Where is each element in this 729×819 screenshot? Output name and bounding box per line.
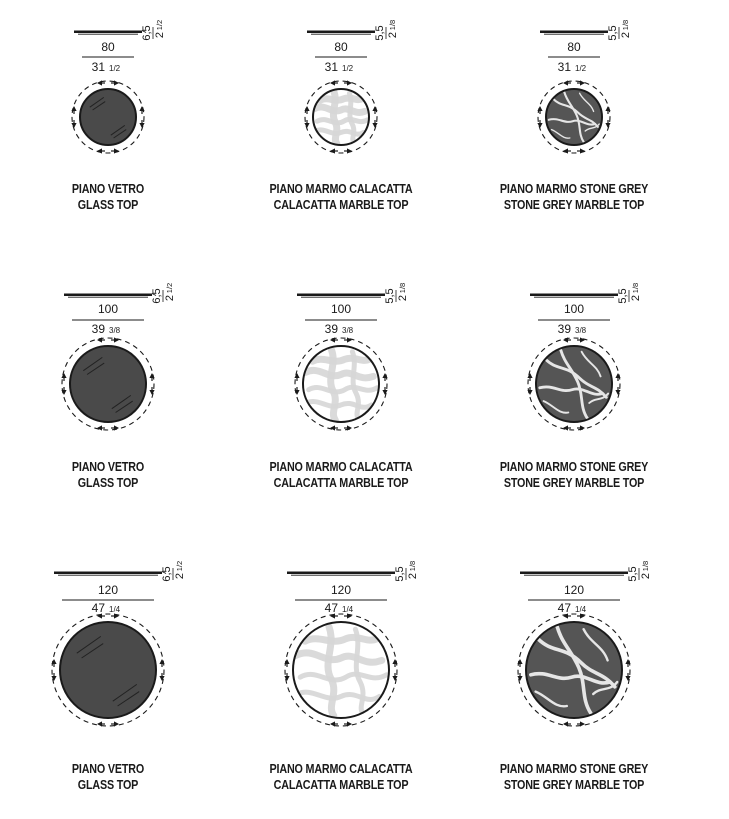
label-italian: PIANO MARMO STONE GREY <box>499 182 649 196</box>
thickness-in: 2 <box>630 294 642 302</box>
thickness-cm: 6,5 <box>151 288 163 304</box>
stonegrey-top-disc <box>526 622 622 718</box>
thickness-cm: 5,5 <box>617 288 629 304</box>
thickness-in: 2 <box>407 572 419 580</box>
diameter-in: 47 <box>91 601 105 615</box>
diameter-in: 47 <box>324 601 338 615</box>
diameter-in-frac: 1/2 <box>575 64 587 73</box>
diameter-cm: 120 <box>330 583 352 597</box>
thickness-in-frac: 1/2 <box>155 19 164 31</box>
thickness-in-frac: 1/8 <box>631 282 640 294</box>
thickness-in: 2 <box>174 572 186 580</box>
diameter-in: 39 <box>324 322 338 336</box>
thickness-cm: 6,5 <box>141 25 153 41</box>
label-english: GLASS TOP <box>77 476 139 490</box>
thickness-in: 2 <box>620 31 632 39</box>
diameter-in: 31 <box>91 60 105 74</box>
table-profile-icon <box>520 572 628 576</box>
diameter-in-frac: 3/8 <box>575 326 587 335</box>
diameter-in-frac: 3/8 <box>109 326 121 335</box>
thickness-in-frac: 1/8 <box>641 560 650 572</box>
label-english: STONE GREY MARBLE TOP <box>503 778 645 792</box>
diameter-cm: 100 <box>563 302 585 316</box>
thickness-cm: 5,5 <box>374 25 386 41</box>
diameter-in-frac: 1/2 <box>109 64 121 73</box>
diameter-in: 39 <box>91 322 105 336</box>
label-italian: PIANO MARMO STONE GREY <box>499 460 649 474</box>
diameter-cm: 80 <box>567 40 581 54</box>
label-english: CALACATTA MARBLE TOP <box>273 778 409 792</box>
thickness-in: 2 <box>640 572 652 580</box>
label-english: CALACATTA MARBLE TOP <box>273 476 409 490</box>
thickness-in-frac: 1/2 <box>175 560 184 572</box>
thickness-in: 2 <box>387 31 399 39</box>
label-italian: PIANO VETRO <box>71 762 145 776</box>
diameter-in-frac: 1/4 <box>109 605 121 614</box>
label-english: STONE GREY MARBLE TOP <box>503 198 645 212</box>
diameter-cm: 120 <box>563 583 585 597</box>
label-english: STONE GREY MARBLE TOP <box>503 476 645 490</box>
label-italian: PIANO MARMO STONE GREY <box>499 762 649 776</box>
diameter-cm: 100 <box>330 302 352 316</box>
thickness-in-frac: 1/8 <box>621 19 630 31</box>
diameter-in-frac: 1/4 <box>342 605 354 614</box>
label-italian: PIANO MARMO CALACATTA <box>269 460 413 474</box>
diameter-in: 31 <box>324 60 338 74</box>
thickness-cm: 5,5 <box>394 566 406 582</box>
thickness-in-frac: 1/8 <box>388 19 397 31</box>
diameter-in-frac: 1/2 <box>342 64 354 73</box>
label-italian: PIANO VETRO <box>71 460 145 474</box>
thickness-in: 2 <box>164 294 176 302</box>
label-italian: PIANO MARMO CALACATTA <box>269 762 413 776</box>
diameter-in: 39 <box>557 322 571 336</box>
thickness-cm: 5,5 <box>607 25 619 41</box>
thickness-cm: 5,5 <box>384 288 396 304</box>
thickness-cm: 6,5 <box>161 566 173 582</box>
thickness-dimension <box>627 561 652 582</box>
diameter-in: 47 <box>557 601 571 615</box>
label-italian: PIANO VETRO <box>71 182 145 196</box>
thickness-in-frac: 1/2 <box>165 282 174 294</box>
thickness-in: 2 <box>397 294 409 302</box>
label-italian: PIANO MARMO CALACATTA <box>269 182 413 196</box>
thickness-in-frac: 1/8 <box>408 560 417 572</box>
diameter-in-frac: 3/8 <box>342 326 354 335</box>
label-english: GLASS TOP <box>77 778 139 792</box>
label-english: GLASS TOP <box>77 198 139 212</box>
thickness-in: 2 <box>154 31 166 39</box>
diameter-cm: 80 <box>101 40 115 54</box>
diameter-cm: 100 <box>97 302 119 316</box>
diameter-cm: 80 <box>334 40 348 54</box>
diameter-cm: 120 <box>97 583 119 597</box>
thickness-in-frac: 1/8 <box>398 282 407 294</box>
label-english: CALACATTA MARBLE TOP <box>273 198 409 212</box>
thickness-cm: 5,5 <box>627 566 639 582</box>
diameter-in: 31 <box>557 60 571 74</box>
diameter-in-frac: 1/4 <box>575 605 587 614</box>
